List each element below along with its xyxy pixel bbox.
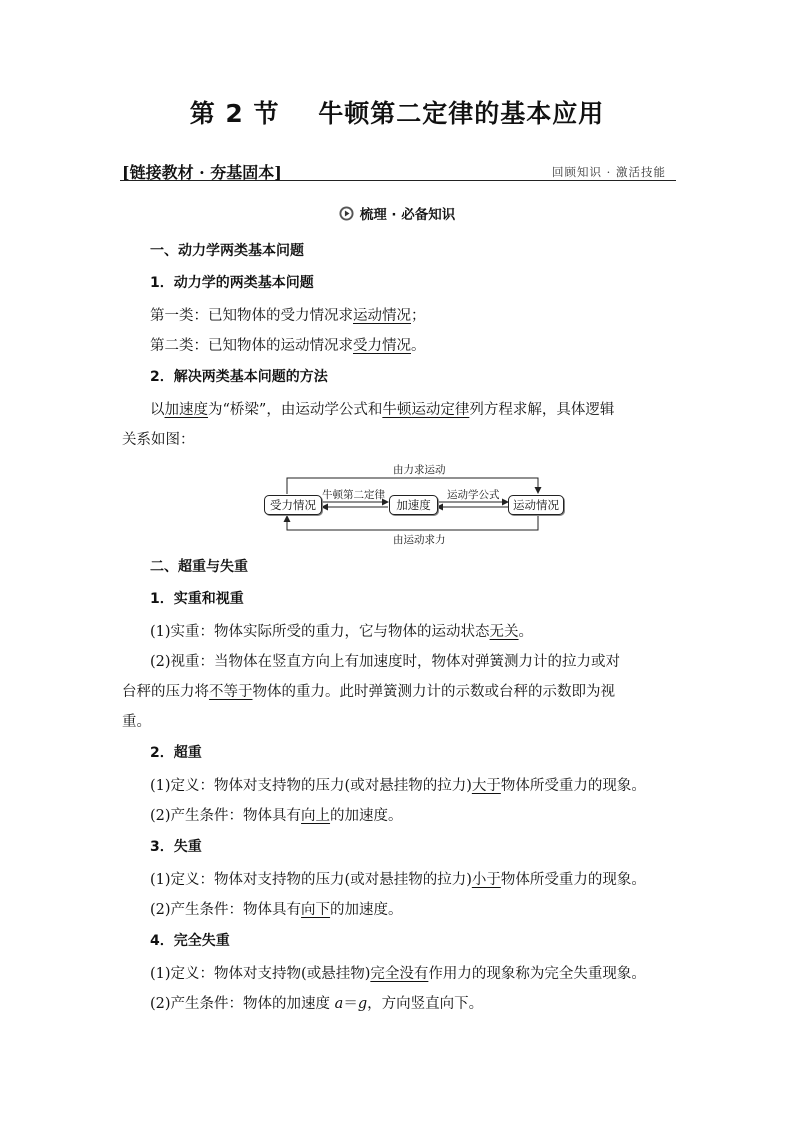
text: 作用力的现象称为完全失重现象。 [428, 966, 646, 982]
keyword: 向下 [301, 902, 331, 918]
text: (2)产生条件：物体具有 [150, 808, 302, 824]
text: 台秤的压力将 [122, 684, 209, 700]
text: 物体所受重力的现象。 [500, 778, 646, 794]
keyword: 向上 [301, 808, 331, 824]
text: (2)产生条件：物体的加速度 [150, 996, 335, 1012]
part2-s2-p1 [150, 774, 646, 795]
part2-s3-p2 [150, 898, 403, 919]
part2-s4-p1 [150, 962, 646, 983]
text: (1)定义：物体对支持物(或悬挂物) [150, 966, 371, 982]
text: 。 [411, 338, 426, 354]
text: (1)定义：物体对支持物的压力(或对悬挂物的拉力) [150, 872, 472, 888]
band-rule [120, 180, 676, 181]
text: 以 [150, 402, 165, 418]
diagram-top-label: 由力求运动 [393, 464, 446, 476]
keyword: 加速度 [164, 402, 208, 418]
part1-method-line2: 关系如图： [122, 432, 195, 448]
equals-sign: ＝ [343, 996, 358, 1012]
text: 列方程求解，具体逻辑 [469, 402, 615, 418]
text: ，方向竖直向下。 [367, 996, 484, 1012]
part2-s4-p2 [150, 992, 483, 1013]
part2-s1-p2-line1: (2)视重：当物体在竖直方向上有加速度时，物体对弹簧测力计的拉力或对 [150, 654, 621, 670]
text: (1)实重：物体实际所受的重力，它与物体的运动状态 [150, 624, 490, 640]
keyword: 不等于 [209, 684, 253, 700]
part2-s1-p1 [150, 620, 533, 641]
diagram-left-arrow-label: 牛顿第二定律 [322, 489, 385, 501]
keyword: 受力情况 [353, 338, 411, 354]
part2-s1-p2-line3: 重。 [122, 714, 151, 730]
part2-heading [150, 556, 248, 576]
part2-s1-heading: 1．实重和视重 [150, 591, 244, 607]
text: (2)产生条件：物体具有 [150, 902, 302, 918]
section-label [0, 203, 794, 223]
diagram-right-box: 运动情况 [508, 495, 564, 515]
text: ； [411, 308, 426, 324]
variable-g: g [357, 996, 368, 1012]
part1-type1-line [150, 304, 426, 325]
text: (1)定义：物体对支持物的压力(或对悬挂物的拉力) [150, 778, 472, 794]
text: 二、超重与失重 [150, 559, 248, 575]
part1-type2-line [150, 334, 426, 355]
part2-s4-heading: 4．完全失重 [150, 933, 230, 949]
part2-s3-p1 [150, 868, 646, 889]
part1-s1-heading: 1．动力学的两类基本问题 [150, 275, 314, 291]
text: 物体的重力。此时弹簧测力计的示数或台秤的示数即为视 [252, 684, 615, 700]
text: 。 [518, 624, 534, 640]
text: 的加速度。 [330, 902, 403, 918]
keyword: 完全没有 [370, 966, 429, 982]
text: 的加速度。 [330, 808, 403, 824]
keyword: 运动情况 [353, 308, 411, 324]
text: 物体所受重力的现象。 [500, 872, 646, 888]
diagram-bottom-label: 由运动求力 [393, 534, 446, 546]
keyword: 无关 [489, 624, 519, 640]
keyword: 小于 [471, 872, 501, 888]
text: 为“桥梁”，由运动学公式和 [208, 402, 383, 418]
diagram-mid-box: 加速度 [389, 495, 438, 515]
variable-a: a [334, 996, 344, 1012]
section-label-text: 梳理 · 必备知识 [359, 207, 456, 223]
part2-s3-heading: 3．失重 [150, 839, 202, 855]
keyword: 大于 [471, 778, 501, 794]
band-right-label: 回顾知识 · 激活技能 [552, 165, 666, 179]
band-left-label: [链接教材 · 夯基固本] [122, 163, 282, 182]
diagram-right-arrow-label: 运动学公式 [447, 489, 500, 501]
part2-s2-p2 [150, 804, 403, 825]
part1-heading: 一、动力学两类基本问题 [150, 243, 304, 259]
keyword: 牛顿运动定律 [382, 402, 470, 418]
play-circle-icon [339, 206, 354, 221]
diagram-left-box: 受力情况 [264, 495, 322, 515]
part1-s2-heading: 2．解决两类基本问题的方法 [150, 369, 328, 385]
text: 第二类：已知物体的运动情况求 [150, 338, 353, 354]
text: 第一类：已知物体的受力情况求 [150, 308, 353, 324]
page-title: 第 2 节 牛顿第二定律的基本应用 [189, 99, 605, 128]
part2-s2-heading: 2．超重 [150, 745, 202, 761]
logic-diagram [262, 458, 564, 546]
part2-s1-p2-line2 [122, 680, 615, 701]
part1-method-line1 [150, 398, 614, 419]
